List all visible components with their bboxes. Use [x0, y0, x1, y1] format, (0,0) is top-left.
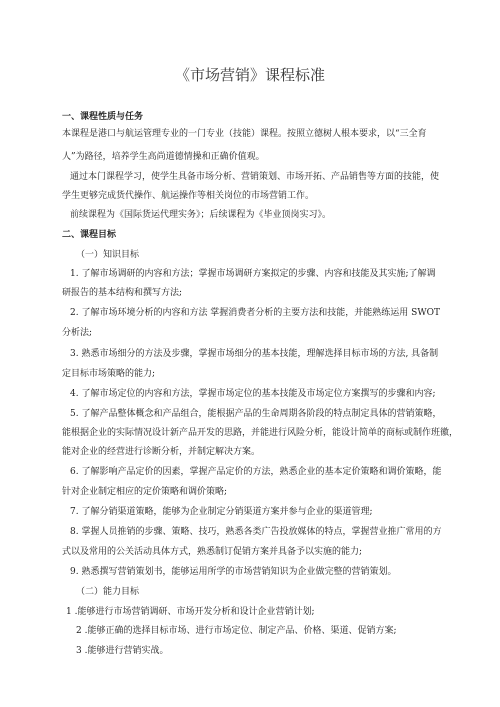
- knowledge-line-16: 9. 熟悉撰写营销策划书，能够运用所学的市场营销知识为企业做完整的营销策划。: [70, 567, 397, 577]
- section-1-line-3: 通过本门课程学习，使学生具备市场分析、营销策划、市场开拓、产品销售等方面的技能，使: [70, 172, 440, 182]
- section-1-line-5: 前续课程为《国际货运代理实务》；后续课程为《毕业顶岗实习》。: [70, 210, 332, 220]
- knowledge-line-4: 分析法;: [62, 328, 93, 338]
- ability-line-2: 2 .能够正确的选择目标市场、进行市场定位、制定产品、价格、渠道、促销方案;: [76, 626, 397, 636]
- section-1-heading: 一、课程性质与任务: [62, 112, 144, 122]
- knowledge-goals-heading: （一）知识目标: [76, 250, 140, 260]
- knowledge-line-6: 定目标市场策略的能力;: [62, 369, 156, 379]
- knowledge-line-12: 针对企业制定相应的定价策略和调价策略;: [62, 487, 228, 497]
- document-title: 《市场营销》课程标准: [174, 66, 325, 84]
- knowledge-line-3: 2. 了解市场环境分析的内容和方法 掌握消费者分析的主要方法和技能，并能熟练运用 SWOT: [70, 308, 440, 318]
- knowledge-line-14: 8. 掌握人员推销的步骤、策略、技巧，熟悉各类广告投放媒体的特点，掌握营业推广常用的方: [70, 527, 442, 537]
- knowledge-line-9: 能根据企业的实际情况设计新产品开发的思路，并能进行风险分析，能设计简单的商标或制作班徽，: [62, 428, 459, 438]
- section-1-line-2: 人”为路径，培养学生高尚道德情操和正确价值观。: [62, 152, 265, 162]
- ability-goals-heading: （二）能力目标: [76, 587, 140, 597]
- knowledge-line-11: 6. 了解影响产品定价的因素，掌握产品定价的方法，熟悉企业的基本定价策略和调价策略，能: [70, 467, 442, 477]
- section-1-line-4: 学生更够完成货代操作、航运操作等相关岗位的市场营销工作。: [62, 191, 315, 201]
- knowledge-line-5: 3. 熟悉市场细分的方法及步骤，掌握市场细分的基本技能，理解选择目标市场的方法, 具备制: [70, 349, 439, 359]
- knowledge-line-15: 式以及常用的公关活动具体方式，熟悉制订促销方案并具备予以实施的能力;: [62, 547, 363, 557]
- knowledge-line-7: 4. 了解市场定位的内容和方法，掌握市场定位的基本技能及市场定位方案撰写的步骤和内容;: [70, 389, 436, 399]
- section-2-heading: 二、课程目标: [62, 230, 117, 240]
- knowledge-line-2: 研报告的基本结构和撰写方法;: [62, 288, 183, 298]
- knowledge-line-13: 7. 了解分销渠道策略，能够为企业制定分销渠道方案并参与企业的渠道管理;: [70, 507, 373, 517]
- ability-line-1: 1 .能够进行市场营销调研、市场开发分析和设计企业营销计划;: [66, 607, 315, 617]
- knowledge-line-8: 5. 了解产品整体概念和产品组合，能根据产品的生命周期各阶段的特点制定具体的营销策略，: [70, 409, 442, 419]
- knowledge-line-1: 1. 了解市场调研的内容和方法；掌握市场调研方案拟定的步骤、内容和技能及其实施;了解调: [70, 269, 436, 279]
- section-1-line-1: 本课程是港口与航运管理专业的一门专业（技能）课程。按照立德树人根本要求，以“三全育: [62, 129, 427, 139]
- ability-line-3: 3 .能够进行营销实战。: [76, 646, 169, 656]
- knowledge-line-10: 能对企业的经营进行诊断分析，并制定解决方案。: [62, 447, 261, 457]
